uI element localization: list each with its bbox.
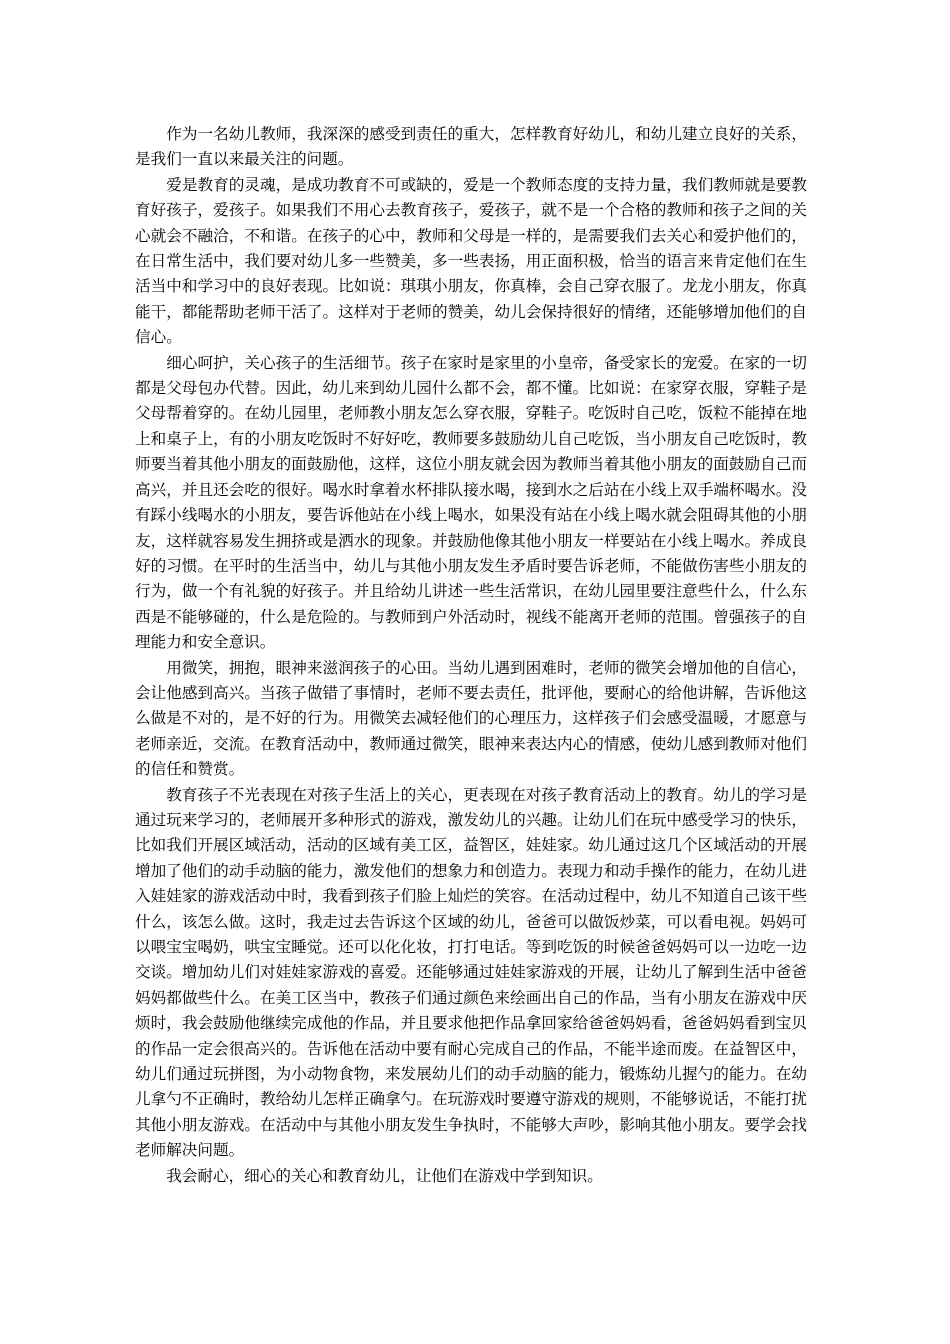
document-body xyxy=(135,122,807,1189)
paragraph-conclusion: 我会耐心，细心的关心和教育幼儿，让他们在游戏中学到知识。 xyxy=(166,1166,603,1185)
paragraph-intro: 作为一名幼儿教师，我深深的感受到责任的重大，怎样教育好幼儿，和幼儿建立良好的关系，是我们一直以来最关注的问题。 xyxy=(135,125,807,169)
paragraph-love: 爱是教育的灵魂，是成功教育不可或缺的，爱是一个教师态度的支持力量，我们教师就是要教育好孩子，爱孩子。如果我们不用心去教育孩子，爱孩子，就不是一个合格的教师和孩子之间的关心就会不融洽，不和谐。在孩子的心中，教师和父母是一样的，是需要我们去关心和爱护他们的，在日常生活中，我们要对幼儿多一些赞美，多一些表扬，用正面积极，恰当的语言来肯定他们在生活当中和学习中的良好表现。比如说：琪琪小朋友，你真棒，会自己穿衣服了。龙龙小朋友，你真能干，都能帮助老师干活了。这样对于老师的赞美，幼儿会保持很好的情绪，还能够增加他们的自信心。 xyxy=(135,175,807,347)
paragraph-smile: 用微笑，拥抱，眼神来滋润孩子的心田。当幼儿遇到困难时，老师的微笑会增加他的自信心，会让他感到高兴。当孩子做错了事情时，老师不要去责任，批评他，要耐心的给他讲解，告诉他这么做是不对的，是不好的行为。用微笑去减轻他们的心理压力，这样孩子们会感受温暖，才愿意与老师亲近，交流。在教育活动中，教师通过微笑，眼神来表达内心的情感，使幼儿感到教师对他们的信任和赞赏。 xyxy=(135,658,807,779)
paragraph-activities: 教育孩子不光表现在对孩子生活上的关心，更表现在对孩子教育活动上的教育。幼儿的学习是通过玩来学习的，老师展开多种形式的游戏，激发幼儿的兴趣。让幼儿们在玩中感受学习的快乐，比如我们开展区域活动，活动的区域有美工区，益智区，娃娃家。幼儿通过这几个区域活动的开展增加了他们的动手动脑的能力，激发他们的想象力和创造力。表现力和动手操作的能力，在幼儿进入娃娃家的游戏活动中时，我看到孩子们脸上灿烂的笑容。在活动过程中，幼儿不知道自己该干些什么，该怎么做。这时，我走过去告诉这个区域的幼儿，爸爸可以做饭炒菜，可以看电视。妈妈可以喂宝宝喝奶，哄宝宝睡觉。还可以化化妆，打打电话。等到吃饭的时候爸爸妈妈可以一边吃一边交谈。增加幼儿们对娃娃家游戏的喜爱。还能够通过娃娃家游戏的开展，让幼儿了解到生活中爸爸妈妈都做些什么。在美工区当中，教孩子们通过颜色来绘画出自己的作品，当有小朋友在游戏中厌烦时，我会鼓励他继续完成他的作品，并且要求他把作品拿回家给爸爸妈妈看，爸爸妈妈看到宝贝的作品一定会很高兴的。告诉他在活动中要有耐心完成自己的作品，不能半途而废。在益智区中，幼儿们通过玩拼图，为小动物食物，来发展幼儿们的动手动脑的能力，锻炼幼儿握勺的能力。在幼儿拿勺不正确时，教给幼儿怎样正确拿勺。在玩游戏时要遵守游戏的规则，不能够说话，不能打扰其他小朋友游戏。在活动中与其他小朋友发生争执时，不能够大声吵，影响其他小朋友。要学会找老师解决问题。 xyxy=(135,785,807,1160)
paragraph-care: 细心呵护，关心孩子的生活细节。孩子在家时是家里的小皇帝，备受家长的宠爱。在家的一切都是父母包办代替。因此，幼儿来到幼儿园什么都不会，都不懂。比如说：在家穿衣服，穿鞋子是父母帮着穿的。在幼儿园里，老师教小朋友怎么穿衣服，穿鞋子。吃饭时自己吃，饭粒不能掉在地上和桌子上，有的小朋友吃饭时不好好吃，教师要多鼓励幼儿自己吃饭，当小朋友自己吃饭时，教师要当着其他小朋友的面鼓励他，这样，这位小朋友就会因为教师当着其他小朋友的面鼓励自己而高兴，并且还会吃的很好。喝水时拿着水杯排队接水喝，接到水之后站在小线上双手端杯喝水。没有踩小线喝水的小朋友，要告诉他站在小线上喝水，如果没有站在小线上喝水就会阻碍其他的小朋友，这样就容易发生拥挤或是洒水的现象。并鼓励他像其他小朋友一样要站在小线上喝水。养成良好的习惯。在平时的生活当中，幼儿与其他小朋友发生矛盾时要告诉老师，不能做伤害些小朋友的行为，做一个有礼貌的好孩子。并且给幼儿讲述一些生活常识，在幼儿园里要注意些什么，什么东西是不能够碰的，什么是危险的。与教师到户外活动时，视线不能离开老师的范围。曾强孩子的自理能力和安全意识。 xyxy=(135,353,807,652)
